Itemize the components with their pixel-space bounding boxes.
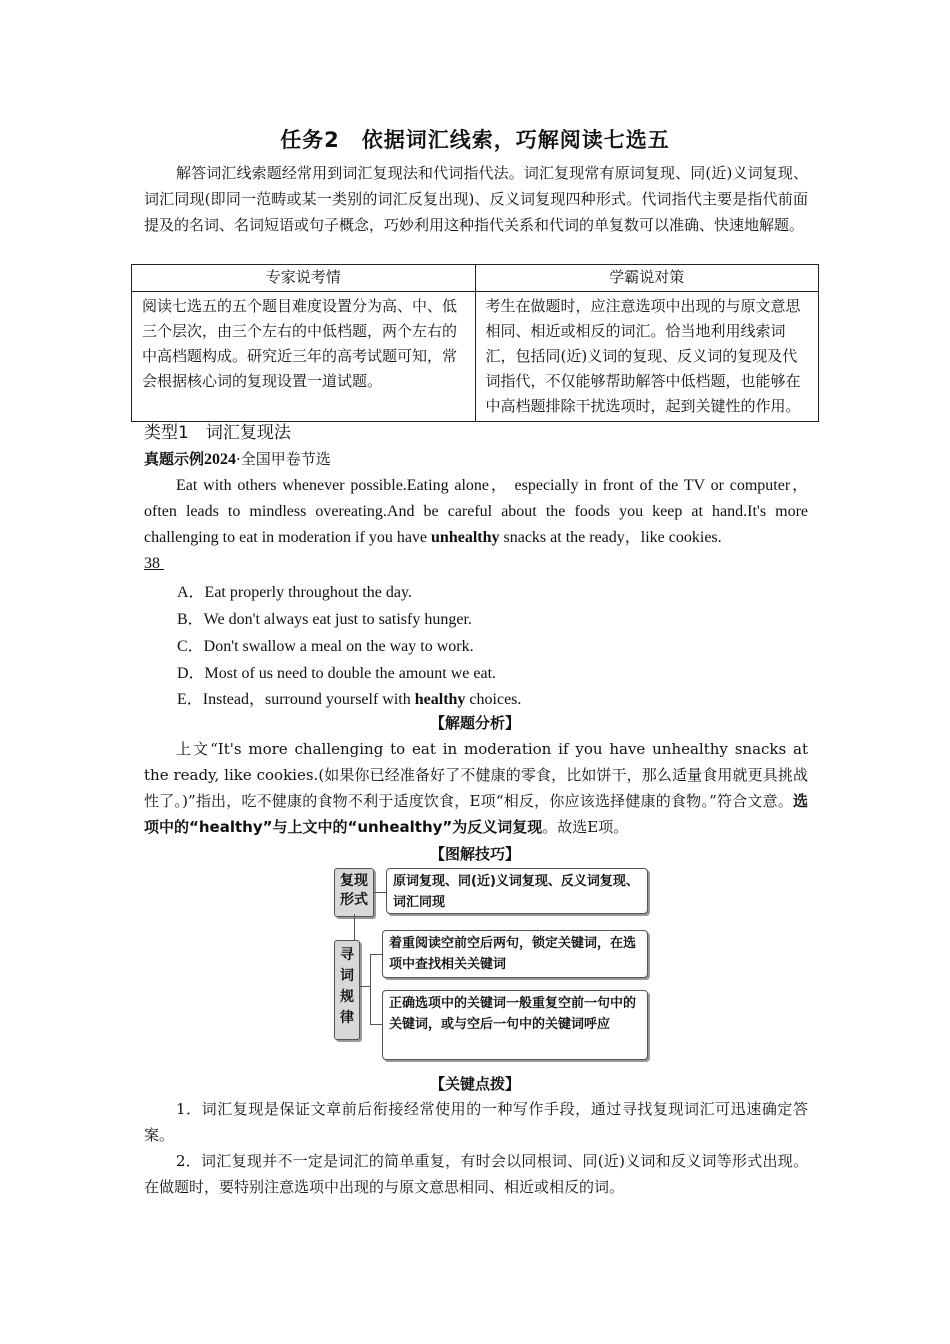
box-focus-sentences: 着重阅读空前空后两句，锁定关键词，在选项中查找相关关键词 [382,930,648,978]
example-year: 2024 [204,451,237,468]
option-e-text: E．Instead，surround yourself with [177,691,415,708]
page-title: 任务2 依据词汇线索，巧解阅读七选五 [280,128,670,152]
option-e [177,686,521,709]
option-a: A．Eat properly throughout the day. [177,584,412,601]
analysis-text: 上文“It's more challenging to eat in moderation if you have unhealthy snacks at the ready, like cookies.(如果你已经准备好了不健康的零食，比如饼干，那么适量食用就更具挑战性了。)”指出，吃不健康的食物不利于适度饮食，E项“相反，你应该选择健康的食物。”符合文意。 [144,740,808,810]
table-cell-strategy: 考生在做题时，应注意选项中出现的与原文意思相同、相近或相反的词汇。恰当地利用线索词汇，包括同(近)义词的复现、反义词的复现及代词指代，不仅能够帮助解答中低档题，也能够在中高档题排除干扰选项时，起到关键性的作用。 [475,292,819,422]
table-header-expert: 专家说考情 [132,265,476,292]
passage [144,473,808,577]
blank-number: 38 [144,555,160,572]
box-correct-option: 正确选项中的关键词一般重复空前一句中的关键词，或与空后一句中的关键词呼应 [382,990,648,1060]
label-search-rules: 寻词规律 [334,940,360,1040]
example-source-text: ·全国甲卷节选 [236,450,331,468]
option-b: B．We don't always eat just to satisfy hunger. [177,611,472,628]
table-cell-expert: 阅读七选五的五个题目难度设置分为高、中、低三个层次，由三个左右的中低档题，两个左右的中高档题构成。研究近三年的高考试题可知，常会根据核心词的复现设置一道试题。 [132,292,476,422]
option-e-text-end: choices. [465,691,522,708]
expert-table [131,264,819,422]
option-e-keyword: healthy [414,691,466,708]
tips-diagram [332,866,650,1064]
analysis-key-sentence: 选项中的“healthy”与上文中的“unhealthy”为反义词复现 [144,792,808,836]
key-point-2: 2．词汇复现并不一定是词汇的简单重复，有时会以同根词、同(近)义词和反义词等形式出现。在做题时，要特别注意选项中出现的与原文意思相同、相近或相反的词。 [144,1152,808,1196]
label-repeat-forms: 复现形式 [334,868,374,917]
passage-keyword: unhealthy [431,529,500,546]
passage-text-2: snacks at the ready，like cookies. [499,529,722,546]
type-heading: 类型1 词汇复现法 [144,423,291,443]
tips-heading: 【图解技巧】 [429,845,520,863]
key-points-heading: 【关键点拨】 [429,1075,520,1093]
analysis-heading: 【解题分析】 [429,714,520,732]
key-point-1: 1．词汇复现是保证文章前后衔接经常使用的一种写作手段，通过寻找复现词汇可迅速确定答案。 [144,1100,808,1144]
example-source [144,446,808,473]
example-label: 真题示例 [144,450,205,468]
table-header-strategy: 学霸说对策 [475,265,819,292]
passage-text-1: Eat with others whenever possible.Eating alone， especially in front of the TV or computer，often leads to mindless overeating.And be careful about the foods you keep at hand.It's more challenging to eat in moderation if you have [144,477,808,546]
option-d: D．Most of us need to double the amount we eat. [177,665,497,682]
analysis-paragraph [144,736,808,840]
option-c: C．Don't swallow a meal on the way to work. [177,638,474,655]
analysis-conclusion: 。故选E项。 [542,818,629,836]
box-repeat-forms: 原词复现、同(近)义词复现、反义词复现、词汇同现 [386,868,648,914]
intro-paragraph: 解答词汇线索题经常用到词汇复现法和代词指代法。词汇复现常有原词复现、同(近)义词复现、词汇同现(即同一范畴或某一类别的词汇反复出现)、反义词复现四种形式。代词指代主要是指代前面提及的名词、名词短语或句子概念，巧妙利用这种指代关系和代词的单复数可以准确、快速地解题。 [144,164,808,234]
